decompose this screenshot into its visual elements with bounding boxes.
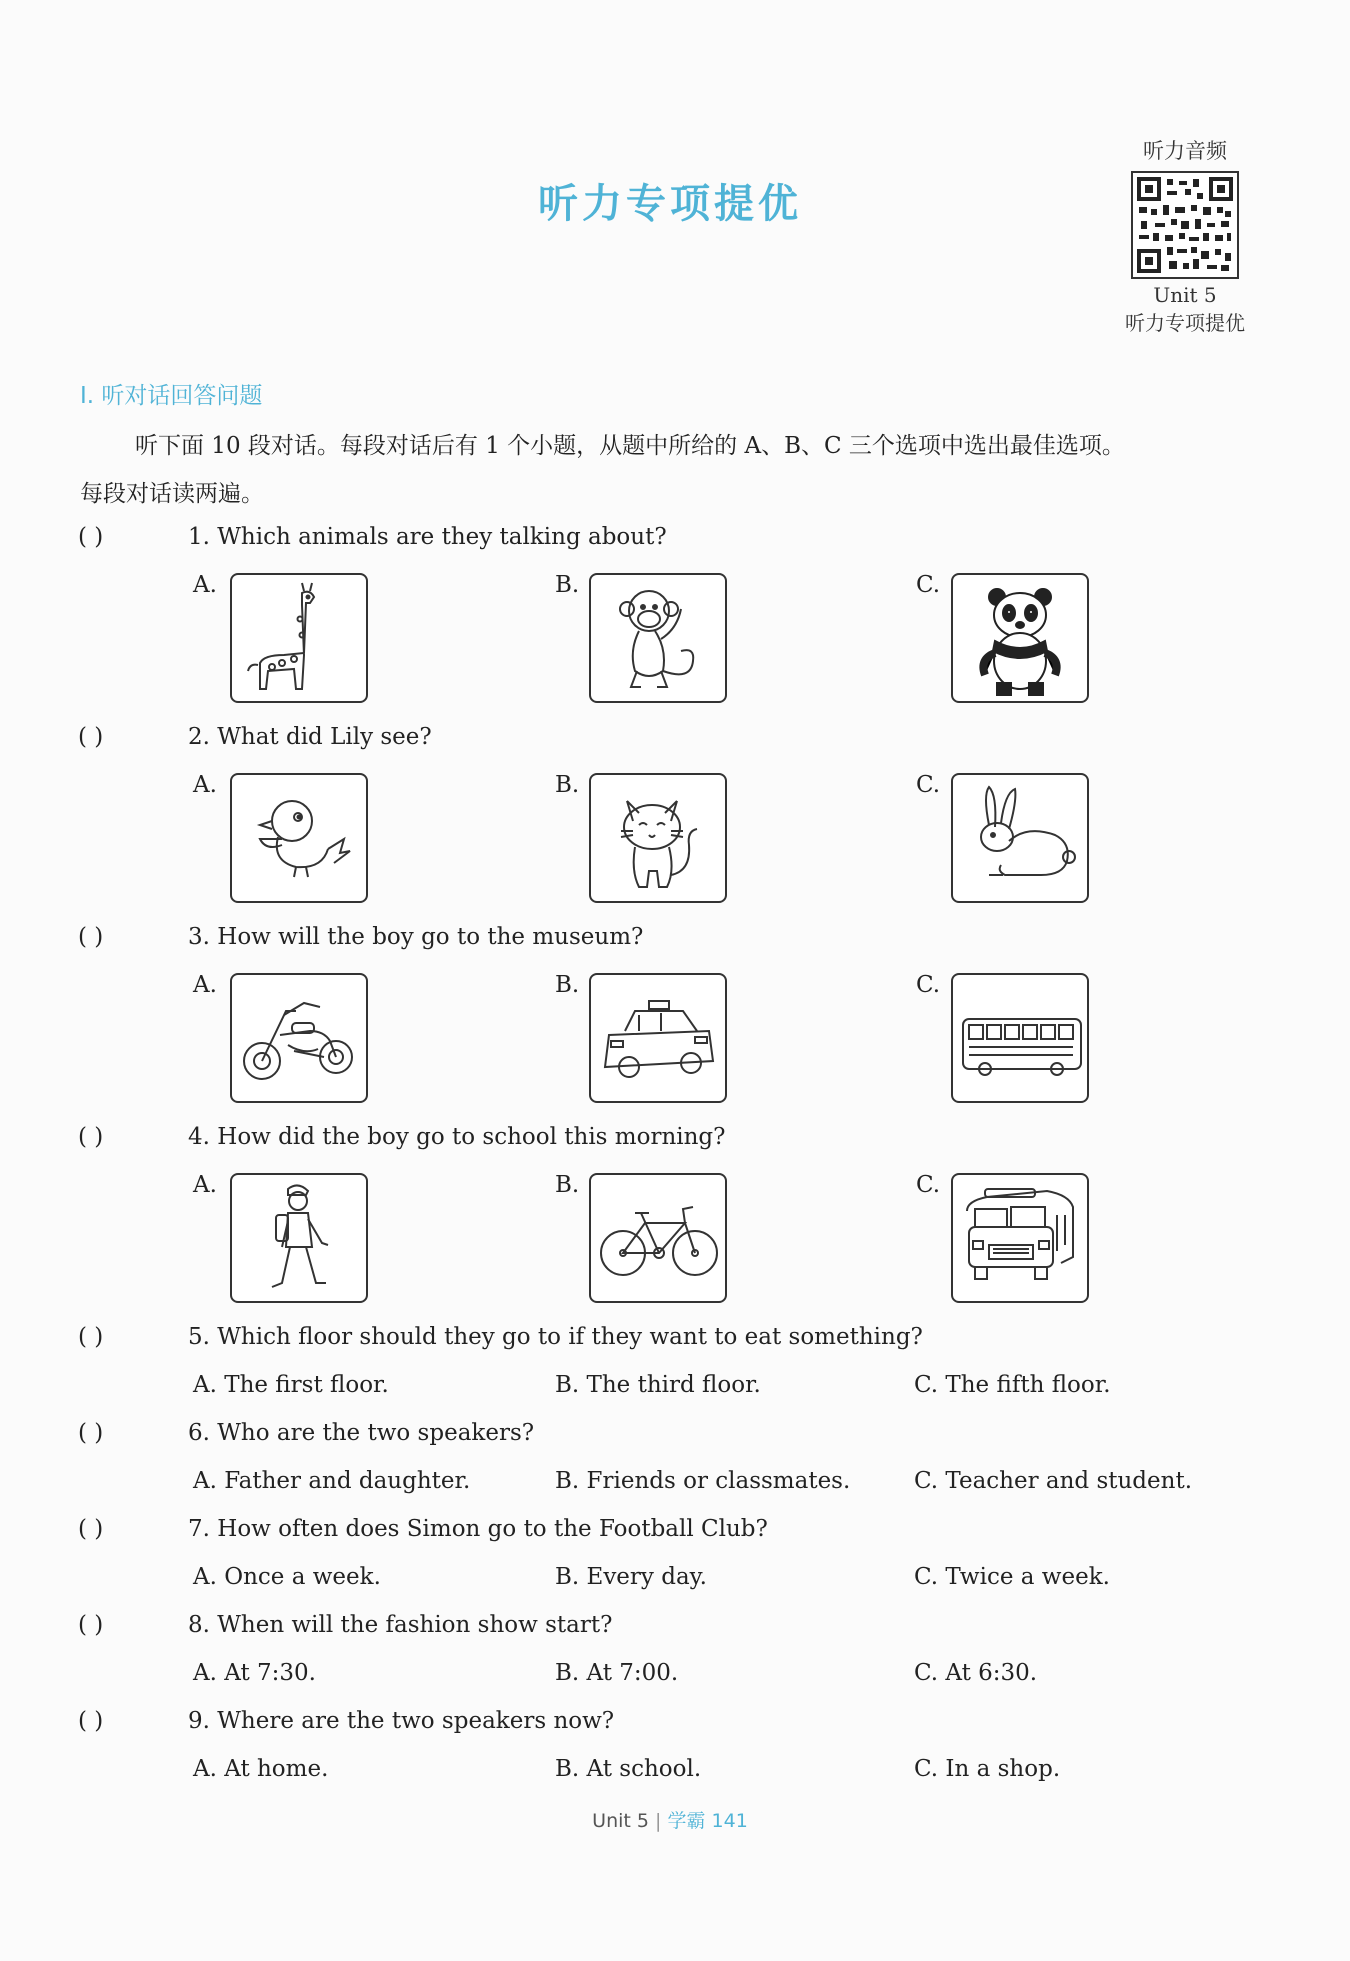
option-b[interactable]: B. At 7:00. [555, 1660, 679, 1686]
qr-code-icon[interactable] [1131, 171, 1239, 279]
option-a[interactable]: A. Father and daughter. [193, 1468, 471, 1494]
qr-caption-bottom: 听力专项提优 [1125, 311, 1245, 335]
page-footer: Unit 5 | 学霸 141 [592, 1810, 748, 1832]
rabbit-icon[interactable] [951, 773, 1089, 903]
option-c[interactable]: C. At 6:30. [914, 1660, 1038, 1686]
instructions-line-2: 每段对话读两遍。 [80, 481, 264, 507]
monkey-icon[interactable] [589, 573, 727, 703]
bicycle-icon[interactable] [589, 1173, 727, 1303]
qr-unit-label: Unit 5 [1153, 283, 1217, 307]
answer-blank[interactable]: ( ) [78, 524, 104, 550]
question-text: 1. Which animals are they talking about? [188, 524, 667, 550]
option-b[interactable]: B. The third floor. [555, 1372, 761, 1398]
question-text: 8. When will the fashion show start? [188, 1612, 613, 1638]
qr-caption-top: 听力音频 [1143, 139, 1227, 163]
option-letter: B. [555, 572, 580, 598]
option-c[interactable]: C. The fifth floor. [914, 1372, 1111, 1398]
option-letter: A. [193, 972, 217, 998]
question-5 [78, 1324, 923, 1350]
option-b[interactable]: B. At school. [555, 1756, 702, 1782]
option-letter: B. [555, 1172, 580, 1198]
answer-blank[interactable]: ( ) [78, 724, 104, 750]
question-text: 9. Where are the two speakers now? [188, 1708, 615, 1734]
question-8 [78, 1612, 612, 1638]
answer-blank[interactable]: ( ) [78, 1612, 104, 1638]
motorbike-icon[interactable] [230, 973, 368, 1103]
question-text: 6. Who are the two speakers? [188, 1420, 535, 1446]
option-letter: C. [916, 772, 941, 798]
option-letter: B. [555, 972, 580, 998]
instructions [80, 422, 1280, 518]
question-9 [78, 1708, 614, 1734]
question-7 [78, 1516, 768, 1542]
question-3 [78, 924, 643, 950]
option-a[interactable]: A. At 7:30. [193, 1660, 316, 1686]
option-letter: C. [916, 572, 941, 598]
answer-blank[interactable]: ( ) [78, 1324, 104, 1350]
option-a[interactable]: A. Once a week. [193, 1564, 381, 1590]
question-text: 2. What did Lily see? [188, 724, 432, 750]
bus-icon[interactable] [951, 973, 1089, 1103]
option-b[interactable]: B. Every day. [555, 1564, 707, 1590]
option-c[interactable]: C. Teacher and student. [914, 1468, 1193, 1494]
option-a[interactable]: A. The first floor. [193, 1372, 389, 1398]
taxi-icon[interactable] [589, 973, 727, 1103]
instructions-line-1: 听下面 10 段对话。每段对话后有 1 个小题，从题中所给的 A、B、C 三个选项中选出最佳选项。 [135, 433, 1125, 459]
bird-icon[interactable] [230, 773, 368, 903]
walking-boy-icon[interactable] [230, 1173, 368, 1303]
answer-blank[interactable]: ( ) [78, 1708, 104, 1734]
option-letter: C. [916, 972, 941, 998]
option-letter: A. [193, 1172, 217, 1198]
question-text: 7. How often does Simon go to the Football Club? [188, 1516, 768, 1542]
giraffe-icon[interactable] [230, 573, 368, 703]
question-text: 5. Which floor should they go to if they want to eat something? [188, 1324, 923, 1350]
panda-icon[interactable] [951, 573, 1089, 703]
question-2 [78, 724, 432, 750]
answer-blank[interactable]: ( ) [78, 1420, 104, 1446]
question-text: 3. How will the boy go to the museum? [188, 924, 644, 950]
option-a[interactable]: A. At home. [193, 1756, 329, 1782]
cat-icon[interactable] [589, 773, 727, 903]
question-4 [78, 1124, 725, 1150]
footer-brand: 学霸 [667, 1810, 706, 1832]
question-6 [78, 1420, 534, 1446]
option-letter: A. [193, 572, 217, 598]
option-letter: B. [555, 772, 580, 798]
question-1 [78, 524, 667, 550]
school-bus-icon[interactable] [951, 1173, 1089, 1303]
answer-blank[interactable]: ( ) [78, 1516, 104, 1542]
qr-audio-block [1110, 135, 1260, 336]
answer-blank[interactable]: ( ) [78, 1124, 104, 1150]
option-letter: C. [916, 1172, 941, 1198]
option-b[interactable]: B. Friends or classmates. [555, 1468, 851, 1494]
question-text: 4. How did the boy go to school this morning? [188, 1124, 726, 1150]
section-heading: Ⅰ. 听对话回答问题 [80, 383, 263, 409]
answer-blank[interactable]: ( ) [78, 924, 104, 950]
option-letter: A. [193, 772, 217, 798]
page-title: 听力专项提优 [538, 181, 802, 227]
option-c[interactable]: C. Twice a week. [914, 1564, 1110, 1590]
page-number: 141 [711, 1810, 748, 1832]
footer-unit: Unit 5 [592, 1810, 649, 1832]
option-c[interactable]: C. In a shop. [914, 1756, 1061, 1782]
